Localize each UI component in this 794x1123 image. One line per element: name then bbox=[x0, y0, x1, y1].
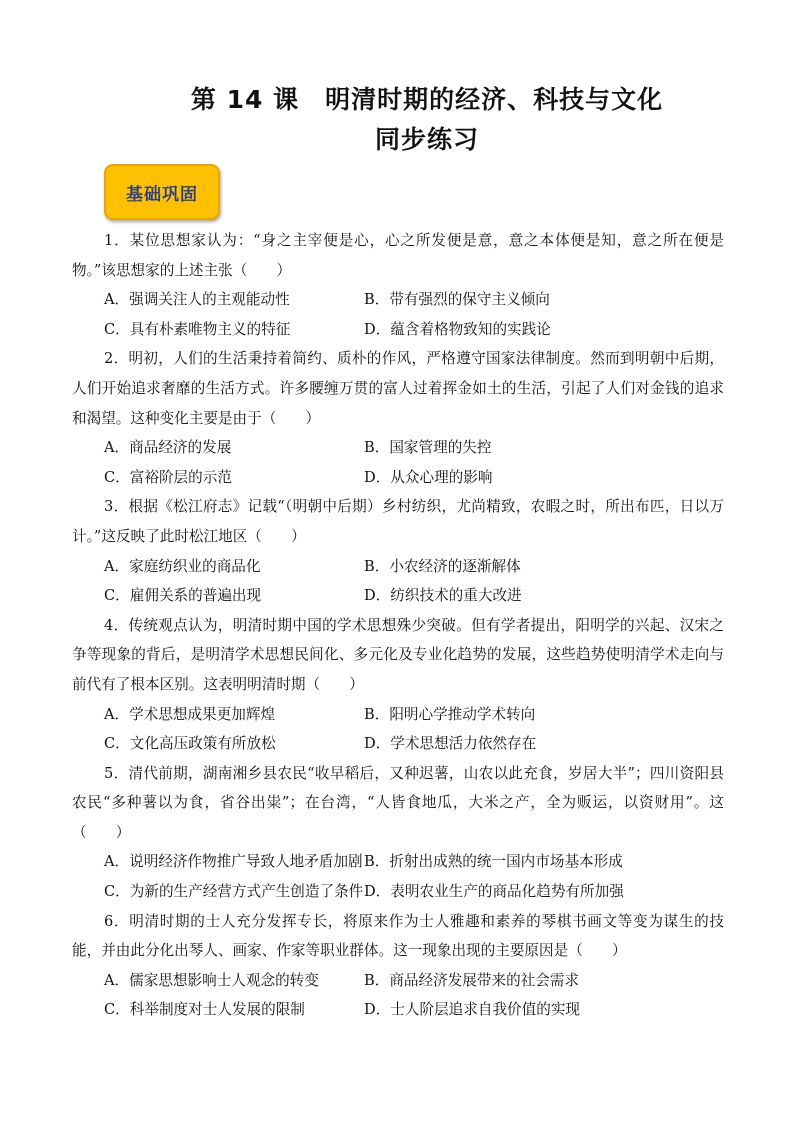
question-3 bbox=[72, 492, 724, 610]
question-4 bbox=[72, 611, 724, 759]
option-d[interactable]: D．表明农业生产的商品化趋势有所加强 bbox=[364, 883, 624, 901]
option-b[interactable]: B．商品经济发展带来的社会需求 bbox=[364, 971, 580, 989]
option-d[interactable]: D．士人阶层追求自我价值的实现 bbox=[364, 1001, 581, 1019]
option-b[interactable]: B．折射出成熟的统一国内市场基本形成 bbox=[364, 853, 623, 871]
question-stem: 4．传统观点认为，明清时期中国的学术思想殊少突破。但有学者提出，阳明学的兴起、汉宋之争等现象的背后，是明清学术思想民间化、多元化及专业化趋势的发展，这些趋势使明清学术走向与前代有了根本区别。这表明明清时期（ ） bbox=[72, 616, 724, 693]
option-d[interactable]: D．纺织技术的重大改进 bbox=[364, 587, 522, 605]
question-stem: 3．根据《松江府志》记载“（明朝中后期）乡村纺织，尤尚精致，农暇之时，所出布匹，日以万计。”这反映了此时松江地区（ ） bbox=[72, 498, 724, 545]
option-a[interactable]: A．学术思想成果更加辉煌 bbox=[104, 705, 276, 723]
option-row bbox=[72, 552, 724, 582]
option-d[interactable]: D．学术思想活力依然存在 bbox=[364, 735, 537, 753]
question-stem: 6．明清时期的士人充分发挥专长，将原来作为士人雅趣和素养的琴棋书画文等变为谋生的技能，并由此分化出琴人、画家、作家等职业群体。这一现象出现的主要原因是（ ） bbox=[72, 912, 724, 960]
page-title: 第 14 课 明清时期的经济、科技与文化 bbox=[190, 85, 664, 114]
option-b[interactable]: B．国家管理的失控 bbox=[364, 439, 492, 457]
option-b[interactable]: B．小农经济的逐渐解体 bbox=[364, 557, 521, 575]
question-1 bbox=[72, 226, 724, 344]
question-6 bbox=[72, 907, 724, 1025]
option-row bbox=[72, 877, 724, 907]
option-a[interactable]: A．说明经济作物推广导致人地矛盾加剧 bbox=[104, 853, 363, 871]
option-row bbox=[72, 847, 724, 877]
section-badge-label: 基础巩固 bbox=[126, 184, 198, 205]
option-a[interactable]: A．儒家思想影响士人观念的转变 bbox=[104, 971, 319, 989]
question-stem: 2．明初，人们的生活秉持着简约、质朴的作风，严格遵守国家法律制度。然而到明朝中后期，人们开始追求奢靡的生活方式。许多腰缠万贯的富人过着挥金如土的生活，引起了人们对金钱的追求和渴望。这种变化主要是由于（ ） bbox=[72, 350, 724, 427]
option-row bbox=[72, 966, 724, 996]
question-stem: 1．某位思想家认为：“身之主宰便是心，心之所发便是意，意之本体便是知，意之所在便是物。”该思想家的上述主张（ ） bbox=[72, 232, 724, 279]
option-d[interactable]: D．蕴含着格物致知的实践论 bbox=[364, 320, 551, 338]
option-a[interactable]: A．家庭纺织业的商品化 bbox=[104, 557, 261, 575]
option-c[interactable]: C．文化高压政策有所放松 bbox=[104, 735, 276, 753]
option-c[interactable]: C．科举制度对士人发展的限制 bbox=[104, 1001, 305, 1019]
option-a[interactable]: A．强调关注人的主观能动性 bbox=[104, 291, 290, 309]
option-b[interactable]: B．阳明心学推动学术转向 bbox=[364, 705, 536, 723]
question-stem: 5．清代前期，湖南湘乡县农民“收早稻后，又种迟薯，山农以此充食，岁居大半”；四川资阳县农民“多种薯以为食，省谷出粜”；在台湾，“人皆食地瓜，大米之产，全为贩运，以资财用”。这（ ） bbox=[72, 764, 724, 841]
option-b[interactable]: B．带有强烈的保守主义倾向 bbox=[364, 291, 550, 309]
question-list bbox=[72, 226, 724, 1025]
option-row bbox=[72, 700, 724, 730]
question-2 bbox=[72, 344, 724, 492]
option-row bbox=[72, 729, 724, 759]
section-badge bbox=[104, 164, 220, 220]
question-5 bbox=[72, 759, 724, 907]
option-row bbox=[72, 285, 724, 315]
option-row bbox=[72, 581, 724, 611]
option-row bbox=[72, 315, 724, 345]
option-a[interactable]: A．商品经济的发展 bbox=[104, 439, 232, 457]
option-d[interactable]: D．从众心理的影响 bbox=[364, 468, 493, 486]
option-row bbox=[72, 995, 724, 1025]
option-row bbox=[72, 463, 724, 493]
option-row bbox=[72, 433, 724, 463]
option-c[interactable]: C．为新的生产经营方式产生创造了条件 bbox=[104, 883, 364, 901]
option-c[interactable]: C．具有朴素唯物主义的特征 bbox=[104, 320, 291, 338]
page-subtitle: 同步练习 bbox=[374, 125, 479, 154]
option-c[interactable]: C．富裕阶层的示范 bbox=[104, 468, 232, 486]
option-c[interactable]: C．雇佣关系的普遍出现 bbox=[104, 587, 262, 605]
